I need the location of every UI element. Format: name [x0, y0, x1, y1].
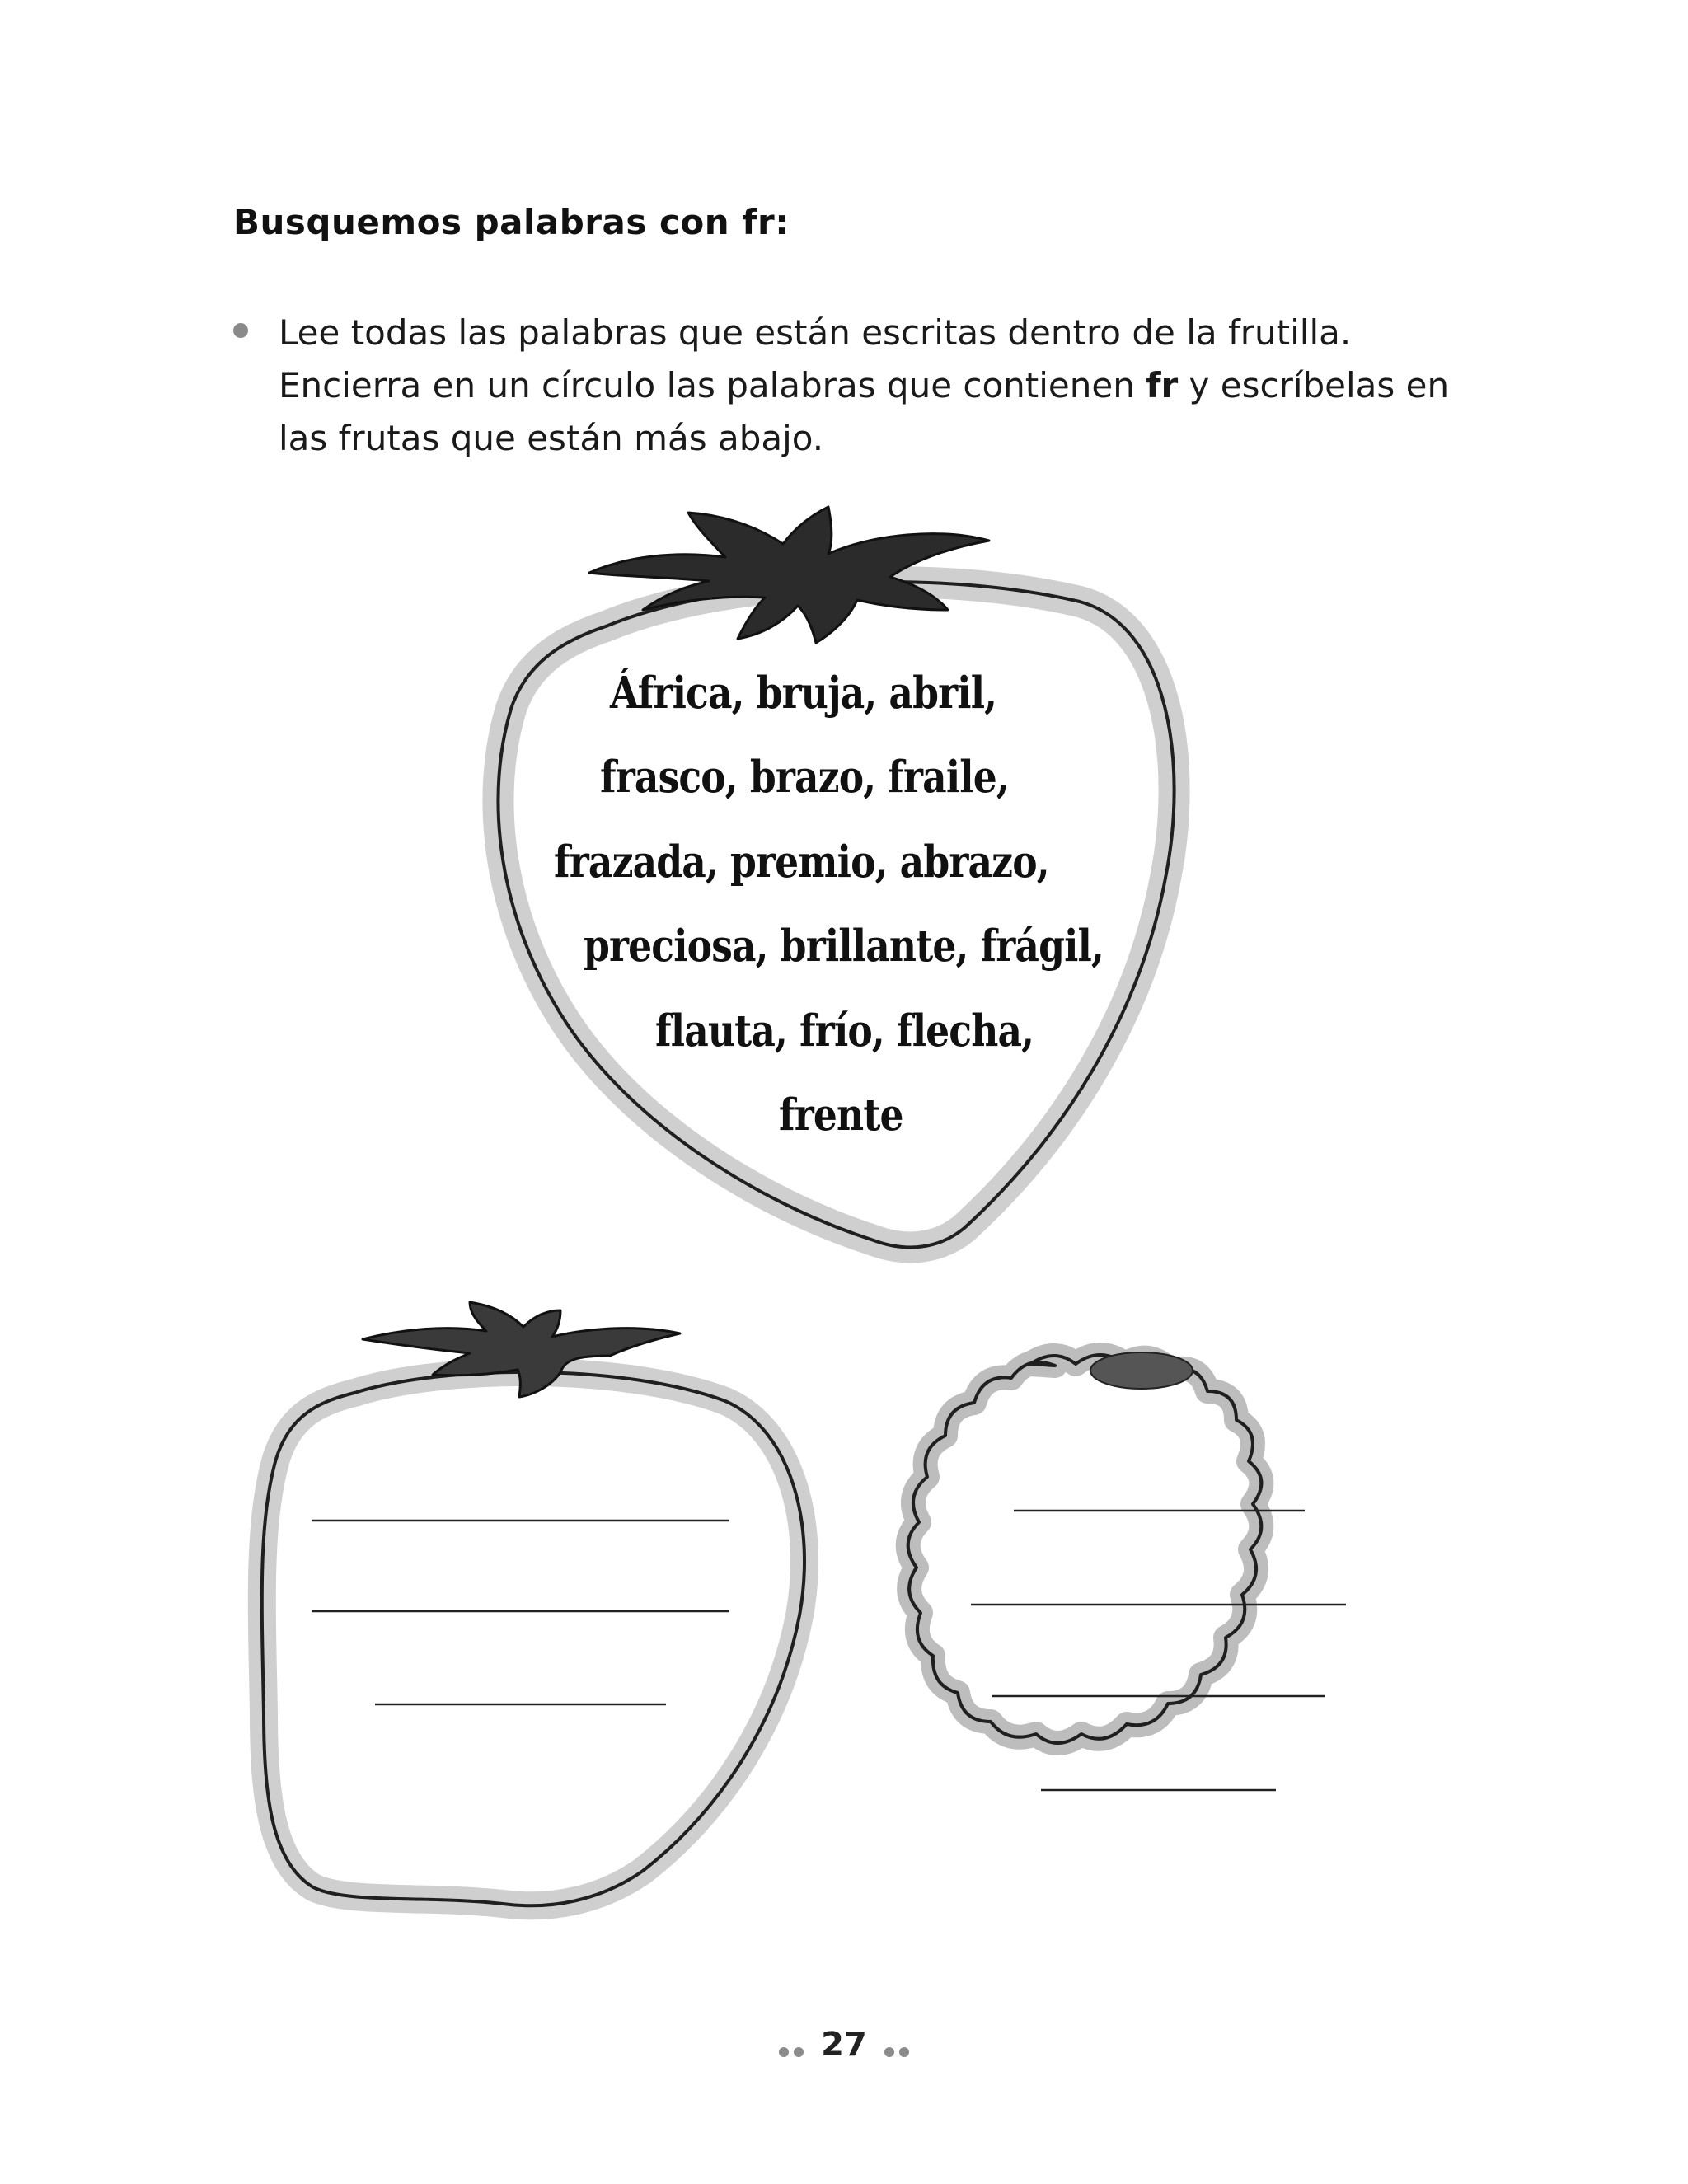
page-footer [0, 2026, 1688, 2065]
instruction-text-bold: fr [1146, 365, 1179, 405]
right-berry-shadow [908, 1355, 1262, 1743]
page-number: 27 [821, 2026, 867, 2064]
word-line-2: frasco, brazo, fraile, [600, 752, 1009, 803]
left-strawberry-shadow [262, 1372, 804, 1905]
left-strawberry-illustration [262, 1302, 804, 1905]
footer-dots-left-icon [776, 2027, 806, 2065]
word-line-4: preciosa, brillante, frágil, [584, 921, 1104, 972]
left-strawberry-outline [262, 1372, 804, 1905]
word-line-5: flauta, frío, flecha, [655, 1005, 1034, 1057]
right-berry-illustration [908, 1352, 1346, 1790]
instruction-text-part2: y escríbelas en las frutas que están más abajo. [279, 365, 1450, 458]
page-heading: Busquemos palabras con fr: [233, 202, 790, 242]
instruction-text-part1: Lee todas las palabras que están escritas dentro de la frutilla. Encierra en un círculo las palabras que contienen [279, 312, 1352, 405]
footer-dots-right-icon [882, 2027, 912, 2065]
word-line-1: África, bruja, abril, [610, 668, 997, 719]
right-berry-stem-spot [1090, 1352, 1193, 1389]
word-line-6: frente [779, 1090, 903, 1141]
word-line-3: frazada, premio, abrazo, [554, 837, 1049, 888]
